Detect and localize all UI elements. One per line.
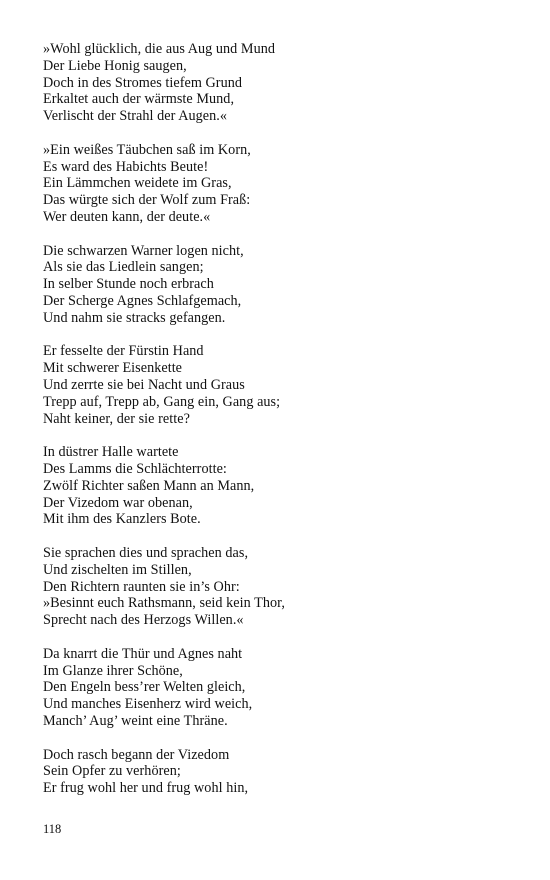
- poem-line: Er fesselte der Fürstin Hand: [43, 343, 204, 360]
- poem-line: Und zerrte sie bei Nacht und Graus: [43, 376, 245, 393]
- poem-line: Sein Opfer zu verhören;: [43, 763, 181, 780]
- poem-line: Als sie das Liedlein sangen;: [43, 259, 204, 276]
- poem-line: Den Richtern raunten sie in’s Ohr:: [43, 578, 240, 595]
- stanza-4: [43, 343, 513, 427]
- poem-line: Mit schwerer Eisenkette: [43, 360, 183, 377]
- poem-line: Da knarrt die Thür und Agnes naht: [43, 645, 243, 662]
- poem-text: [43, 41, 513, 797]
- poem-line: »Besinnt euch Rathsmann, seid kein Thor,: [43, 595, 285, 612]
- poem-line: Den Engeln bess’rer Welten gleich,: [43, 679, 246, 696]
- poem-line: Der Scherge Agnes Schlafgemach,: [43, 292, 242, 309]
- poem-line: Mit ihm des Kanzlers Bote.: [43, 511, 201, 528]
- poem-line: Manch’ Aug’ weint eine Thräne.: [43, 712, 228, 729]
- poem-line: Wer deuten kann, der deute.«: [43, 208, 211, 225]
- stanza-7: [43, 646, 513, 730]
- poem-line: In düstrer Halle wartete: [43, 444, 179, 461]
- poem-line: Sie sprachen dies und sprachen das,: [43, 544, 249, 561]
- page-number: 118: [43, 822, 62, 836]
- poem-line: Es ward des Habichts Beute!: [43, 158, 209, 175]
- poem-line: Doch rasch begann der Vizedom: [43, 746, 230, 763]
- poem-line: Erkaltet auch der wärmste Mund,: [43, 91, 235, 108]
- poem-line: Naht keiner, der sie rette?: [43, 410, 190, 427]
- stanza-1: [43, 41, 513, 125]
- poem-line: In selber Stunde noch erbrach: [43, 276, 214, 293]
- stanza-3: [43, 243, 513, 327]
- poem-line: Der Liebe Honig saugen,: [43, 57, 187, 74]
- stanza-2: [43, 142, 513, 226]
- poem-line: Er frug wohl her und frug wohl hin,: [43, 780, 249, 797]
- stanza-8: [43, 747, 513, 797]
- poem-line: Sprecht nach des Herzogs Willen.«: [43, 612, 244, 629]
- poem-line: »Wohl glücklich, die aus Aug und Mund: [43, 41, 276, 57]
- poem-line: Und zischelten im Stillen,: [43, 561, 192, 578]
- poem-line: Das würgte sich der Wolf zum Fraß:: [43, 192, 251, 209]
- poem-line: Und nahm sie stracks gefangen.: [43, 309, 226, 326]
- poem-line: Ein Lämmchen weidete im Gras,: [43, 175, 232, 192]
- poem-line: Des Lamms die Schlächterrotte:: [43, 460, 227, 477]
- poem-line: Verlischt der Strahl der Augen.«: [43, 108, 228, 125]
- poem-line: Im Glanze ihrer Schöne,: [43, 662, 183, 679]
- poem-line: Trepp auf, Trepp ab, Gang ein, Gang aus;: [43, 393, 281, 410]
- poem-line: Zwölf Richter saßen Mann an Mann,: [43, 477, 255, 494]
- stanza-5: [43, 444, 513, 528]
- poem-line: Und manches Eisenherz wird weich,: [43, 696, 253, 713]
- poem-line: Der Vizedom war obenan,: [43, 494, 193, 511]
- poem-line: »Ein weißes Täubchen saß im Korn,: [43, 141, 251, 158]
- stanza-6: [43, 545, 513, 629]
- poem-line: Doch in des Stromes tiefem Grund: [43, 74, 243, 91]
- poem-line: Die schwarzen Warner logen nicht,: [43, 242, 244, 259]
